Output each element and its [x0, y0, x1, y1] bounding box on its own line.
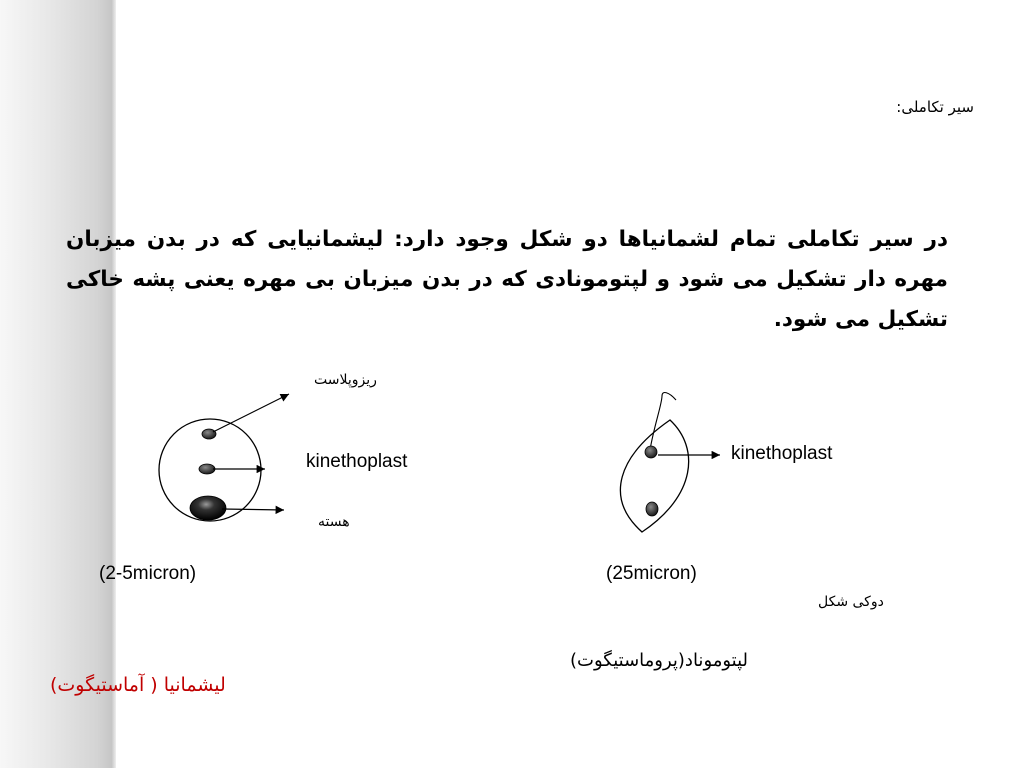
- nucleus-arrow: [222, 509, 284, 510]
- nucleus-blob: [190, 496, 226, 520]
- amastigote-kinetoplast-label: kinethoplast: [306, 451, 408, 472]
- amastigote-figure: [159, 394, 289, 521]
- amastigote-size-label: (2-5micron): [99, 563, 197, 584]
- promastigote-figure: [620, 393, 720, 532]
- rhizoplast-arrow: [213, 394, 289, 432]
- slide-paragraph: در سیر تکاملی تمام لشمانیاها دو شکل وجود دارد: لیشمانیایی که در بدن میزبان مهره دار تشکیل می شود و لپتومونادی که در بدن میزبان بی مهره یعنی پشه خاکی تشکیل می شود.: [66, 227, 948, 332]
- promastigote-kinetoplast-dot: [645, 446, 657, 458]
- promastigote-size-label: (25micron): [606, 563, 697, 584]
- rhizoplast-label: ریزوپلاست: [314, 372, 377, 388]
- rhizoplast-dot: [202, 429, 216, 439]
- kinetoplast-dot: [199, 464, 215, 474]
- spindle-shape-label: دوکی شکل: [818, 594, 884, 610]
- amastigote-caption: لیشمانیا ( آماستیگوت): [50, 674, 226, 696]
- nucleus-label: هسته: [318, 514, 350, 530]
- promastigote-caption: لپتوموناد(پروماستیگوت): [570, 650, 749, 671]
- promastigote-nucleus-dot: [646, 502, 658, 516]
- promastigote-kinetoplast-label: kinethoplast: [731, 443, 833, 464]
- slide-heading: سیر تکاملی:: [896, 98, 974, 116]
